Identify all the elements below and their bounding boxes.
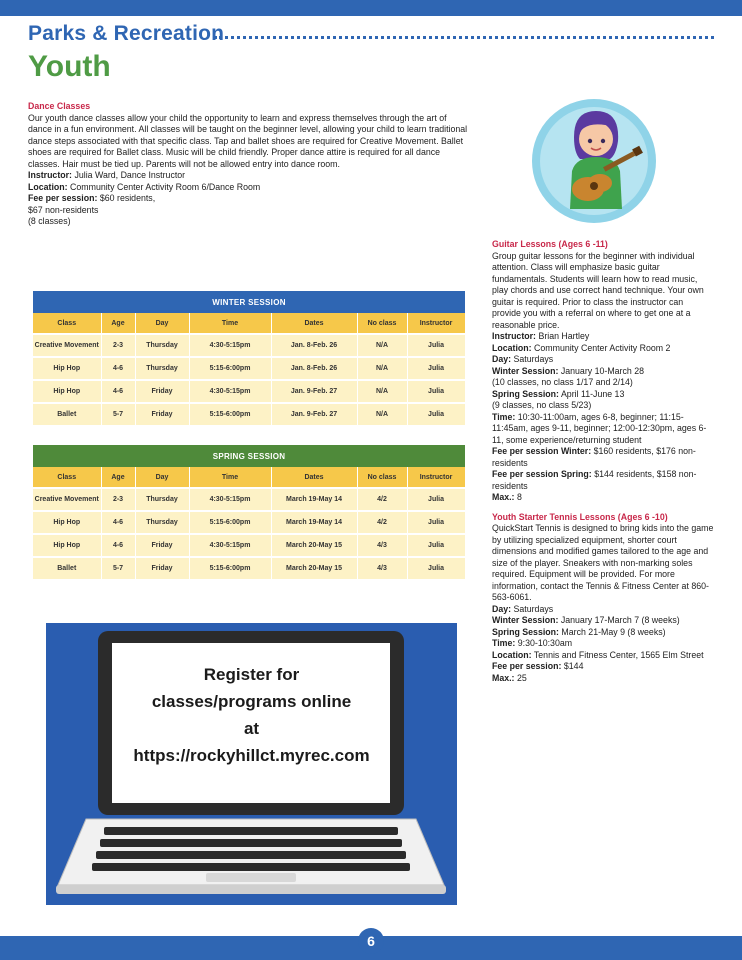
table-cell: 4-6 xyxy=(101,357,135,380)
table-cell: Hip Hop xyxy=(33,511,101,534)
guitar-winter-label: Winter Session: xyxy=(492,365,559,376)
tennis-location xyxy=(492,650,714,662)
table-cell: 5:15-6:00pm xyxy=(189,403,271,425)
table-cell: N/A xyxy=(357,380,407,403)
tennis-spring-value: March 21-May 9 (8 weeks) xyxy=(561,626,666,637)
table-cell: 2-3 xyxy=(101,488,135,511)
table-cell: 4/2 xyxy=(357,488,407,511)
table-cell: Creative Movement xyxy=(33,488,101,511)
guitar-spring-value: April 11-June 13 xyxy=(560,388,625,399)
table-cell: Friday xyxy=(135,534,189,557)
guitar-fee-winter xyxy=(492,446,714,469)
table-cell: N/A xyxy=(357,357,407,380)
table-cell: 4/3 xyxy=(357,557,407,579)
department-title: Parks & Recreation xyxy=(28,22,225,45)
tennis-location-value: Tennis and Fitness Center, 1565 Elm Street xyxy=(533,649,704,660)
column-header: Time xyxy=(189,467,271,488)
table-cell: Hip Hop xyxy=(33,380,101,403)
table-cell: March 20-May 15 xyxy=(271,534,357,557)
tennis-location-label: Location: xyxy=(492,649,532,660)
table-row xyxy=(33,534,465,557)
table-cell: 4:30-5:15pm xyxy=(189,488,271,511)
table-row xyxy=(33,357,465,380)
table-row xyxy=(33,511,465,534)
table-cell: Jan. 9-Feb. 27 xyxy=(271,403,357,425)
tennis-max-label: Max.: xyxy=(492,672,515,683)
table-cell: N/A xyxy=(357,403,407,425)
dance-fee-nonres: $67 non-residents xyxy=(28,204,99,215)
table-cell: Jan. 8-Feb. 26 xyxy=(271,334,357,357)
column-header: Instructor xyxy=(407,313,465,334)
top-banner-bar xyxy=(0,0,742,16)
table-row xyxy=(33,557,465,579)
guitar-max-value: 8 xyxy=(516,492,522,502)
winter-column-header-row xyxy=(33,313,465,334)
guitar-girl-illustration xyxy=(530,97,658,225)
tennis-spring xyxy=(492,627,714,639)
table-cell: Julia xyxy=(407,511,465,534)
tennis-fee xyxy=(492,661,714,673)
dance-instructor-label: Instructor: xyxy=(28,170,72,180)
guitar-fee-spring-label: Fee per session Spring: xyxy=(492,469,592,479)
table-cell: Julia xyxy=(407,557,465,579)
column-header: Class xyxy=(33,313,101,334)
tennis-heading: Youth Starter Tennis Lessons (Ages 6 -10) xyxy=(492,511,668,522)
table-cell: Hip Hop xyxy=(33,357,101,380)
guitar-time-label: Time: xyxy=(492,411,516,422)
table-cell: Friday xyxy=(135,380,189,403)
column-header: Dates xyxy=(271,467,357,488)
table-cell: Julia xyxy=(407,403,465,425)
tennis-time-value: 9:30-10:30am xyxy=(517,638,573,648)
table-cell: March 20-May 15 xyxy=(271,557,357,579)
register-line-2: classes/programs online xyxy=(151,692,352,711)
register-url-link[interactable]: https://rockyhillct.myrec.com xyxy=(133,746,370,765)
guitar-time-value: 10:30-11:00am, ages 6-8, beginner; 11:15-11:45am, ages 9-11, beginner; 12:00-12:30pm, ages 6-11, some experience/returning student xyxy=(492,411,707,445)
table-cell: 4-6 xyxy=(101,380,135,403)
table-cell: Julia xyxy=(407,534,465,557)
guitar-winter-note: (10 classes, no class 1/17 and 2/14) xyxy=(492,377,633,387)
table-cell: 4-6 xyxy=(101,534,135,557)
dance-classes-block xyxy=(28,101,468,228)
dance-location-label: Location: xyxy=(28,181,68,192)
tennis-spring-label: Spring Session: xyxy=(492,626,559,637)
guitar-day-value: Saturdays xyxy=(513,354,554,364)
header-dotted-rule xyxy=(214,36,714,39)
table-cell: March 19-May 14 xyxy=(271,488,357,511)
column-header: No class xyxy=(357,313,407,334)
guitar-spring-note: (9 classes, no class 5/23) xyxy=(492,400,592,410)
tennis-winter xyxy=(492,615,714,627)
table-cell: N/A xyxy=(357,334,407,357)
table-cell: Hip Hop xyxy=(33,534,101,557)
table-cell: Friday xyxy=(135,403,189,425)
guitar-instructor-label: Instructor: xyxy=(492,331,536,341)
guitar-fee-winter-value: $160 residents, $176 non-residents xyxy=(492,446,696,468)
guitar-winter-value: January 10-March 28 xyxy=(560,365,644,376)
guitar-instructor-value: Brian Hartley xyxy=(538,331,590,341)
column-header: Day xyxy=(135,467,189,488)
table-cell: Jan. 8-Feb. 26 xyxy=(271,357,357,380)
table-cell: Thursday xyxy=(135,334,189,357)
table-cell: 5:15-6:00pm xyxy=(189,511,271,534)
tennis-description: QuickStart Tennis is designed to bring kids into the game by utilizing specialized equipment, shorter court dimensions and modified games tailored to the age and size of the player. Sneakers with non-marking soles required. Equipment will be provided. For more information, contact the Tennis & Fitness Center at 860-563-6061. xyxy=(492,523,714,602)
table-row xyxy=(33,403,465,425)
guitar-fee-winter-label: Fee per session Winter: xyxy=(492,446,592,456)
register-line-1: Register for xyxy=(203,665,300,684)
table-cell: Ballet xyxy=(33,557,101,579)
winter-session-table xyxy=(33,291,466,425)
dance-instructor xyxy=(28,170,468,182)
table-cell: Thursday xyxy=(135,488,189,511)
column-header: Age xyxy=(101,313,135,334)
tennis-day-value: Saturdays xyxy=(513,603,554,614)
table-cell: 5:15-6:00pm xyxy=(189,357,271,380)
guitar-fee-spring xyxy=(492,469,714,492)
guitar-time xyxy=(492,412,714,447)
guitar-instructor xyxy=(492,331,714,343)
table-cell: Julia xyxy=(407,380,465,403)
table-cell: Creative Movement xyxy=(33,334,101,357)
column-header: Time xyxy=(189,313,271,334)
dance-heading: Dance Classes xyxy=(28,101,91,111)
table-cell: 5-7 xyxy=(101,403,135,425)
table-row xyxy=(33,488,465,511)
tennis-day-label: Day: xyxy=(492,603,512,614)
column-header: Class xyxy=(33,467,101,488)
table-row xyxy=(33,380,465,403)
section-title: Youth xyxy=(28,50,111,83)
register-laptop-graphic xyxy=(46,623,457,905)
table-cell: 4/2 xyxy=(357,511,407,534)
winter-table-title: WINTER SESSION xyxy=(33,291,465,313)
tennis-max xyxy=(492,673,714,685)
dance-instructor-value: Julia Ward, Dance Instructor xyxy=(74,170,186,180)
table-cell: 4:30-5:15pm xyxy=(189,380,271,403)
guitar-fee-spring-value: $144 residents, $158 non-residents xyxy=(492,469,697,491)
column-header: Instructor xyxy=(407,467,465,488)
table-cell: 5-7 xyxy=(101,557,135,579)
dance-description: Our youth dance classes allow your child the opportunity to learn and express themselves through the art of dance in a fun environment. All classes will be taught on the beginner level, allowing your child to learn traditional dance steps associated with that specific class. Tap and ballet shoes are required for Creative Movement. Ballet shoes are required for Ballet class. Music will be child friendly. Proper dance attire is required for all dance classes. Hair must be tied up. Parents will not be allowed entry into dance room. xyxy=(28,112,468,169)
tennis-fee-label: Fee per session: xyxy=(492,661,562,671)
column-header: Age xyxy=(101,467,135,488)
tennis-max-value: 25 xyxy=(516,672,527,683)
dance-classes-note: (8 classes) xyxy=(28,216,71,226)
table-cell: Thursday xyxy=(135,357,189,380)
guitar-winter xyxy=(492,366,714,378)
guitar-day xyxy=(492,354,714,366)
table-cell: 4/3 xyxy=(357,534,407,557)
tennis-time-label: Time: xyxy=(492,638,516,648)
guitar-description: Group guitar lessons for the beginner with individual attention. Class will emphasize basic guitar fundamentals. Students will learn how to read music, play chords and use correct hand technique. Your own guitar is required. Prior to class the instructor can provide you with a referral on where to get one at a reasonable price. xyxy=(492,250,704,330)
guitar-spring xyxy=(492,389,714,401)
table-cell: Thursday xyxy=(135,511,189,534)
guitar-heading: Guitar Lessons (Ages 6 -11) xyxy=(492,239,608,249)
table-cell: 5:15-6:00pm xyxy=(189,557,271,579)
spring-column-header-row xyxy=(33,467,465,488)
table-cell: 4:30-5:15pm xyxy=(189,534,271,557)
guitar-day-label: Day: xyxy=(492,354,512,364)
table-cell: March 19-May 14 xyxy=(271,511,357,534)
guitar-max xyxy=(492,492,714,504)
table-cell: Julia xyxy=(407,488,465,511)
column-header: Dates xyxy=(271,313,357,334)
table-cell: Julia xyxy=(407,357,465,380)
guitar-max-label: Max.: xyxy=(492,492,515,502)
tennis-winter-label: Winter Session: xyxy=(492,615,559,625)
table-cell: Ballet xyxy=(33,403,101,425)
page-number-badge: 6 xyxy=(358,928,384,954)
table-row xyxy=(33,334,465,357)
right-column xyxy=(492,239,714,684)
tennis-time xyxy=(492,638,714,650)
tennis-day xyxy=(492,604,714,616)
register-line-3: at xyxy=(243,719,260,738)
table-cell: Julia xyxy=(407,334,465,357)
table-cell: Jan. 9-Feb. 27 xyxy=(271,380,357,403)
guitar-location-label: Location: xyxy=(492,342,532,353)
dance-location xyxy=(28,182,468,194)
column-header: No class xyxy=(357,467,407,488)
spring-session-table xyxy=(33,445,466,579)
dance-fee-value: $60 residents, xyxy=(99,193,156,203)
guitar-location xyxy=(492,343,714,355)
dance-location-value: Community Center Activity Room 6/Dance Room xyxy=(70,181,261,192)
table-cell: 4-6 xyxy=(101,511,135,534)
spring-table-title: SPRING SESSION xyxy=(33,445,465,467)
guitar-spring-label: Spring Session: xyxy=(492,388,559,399)
tennis-winter-value: January 17-March 7 (8 weeks) xyxy=(560,615,680,625)
dance-fee-label: Fee per session: xyxy=(28,193,98,203)
tennis-fee-value: $144 xyxy=(563,661,584,671)
column-header: Day xyxy=(135,313,189,334)
table-cell: 2-3 xyxy=(101,334,135,357)
dance-fee xyxy=(28,193,468,205)
table-cell: 4:30-5:15pm xyxy=(189,334,271,357)
guitar-location-value: Community Center Activity Room 2 xyxy=(534,342,671,353)
table-cell: Friday xyxy=(135,557,189,579)
